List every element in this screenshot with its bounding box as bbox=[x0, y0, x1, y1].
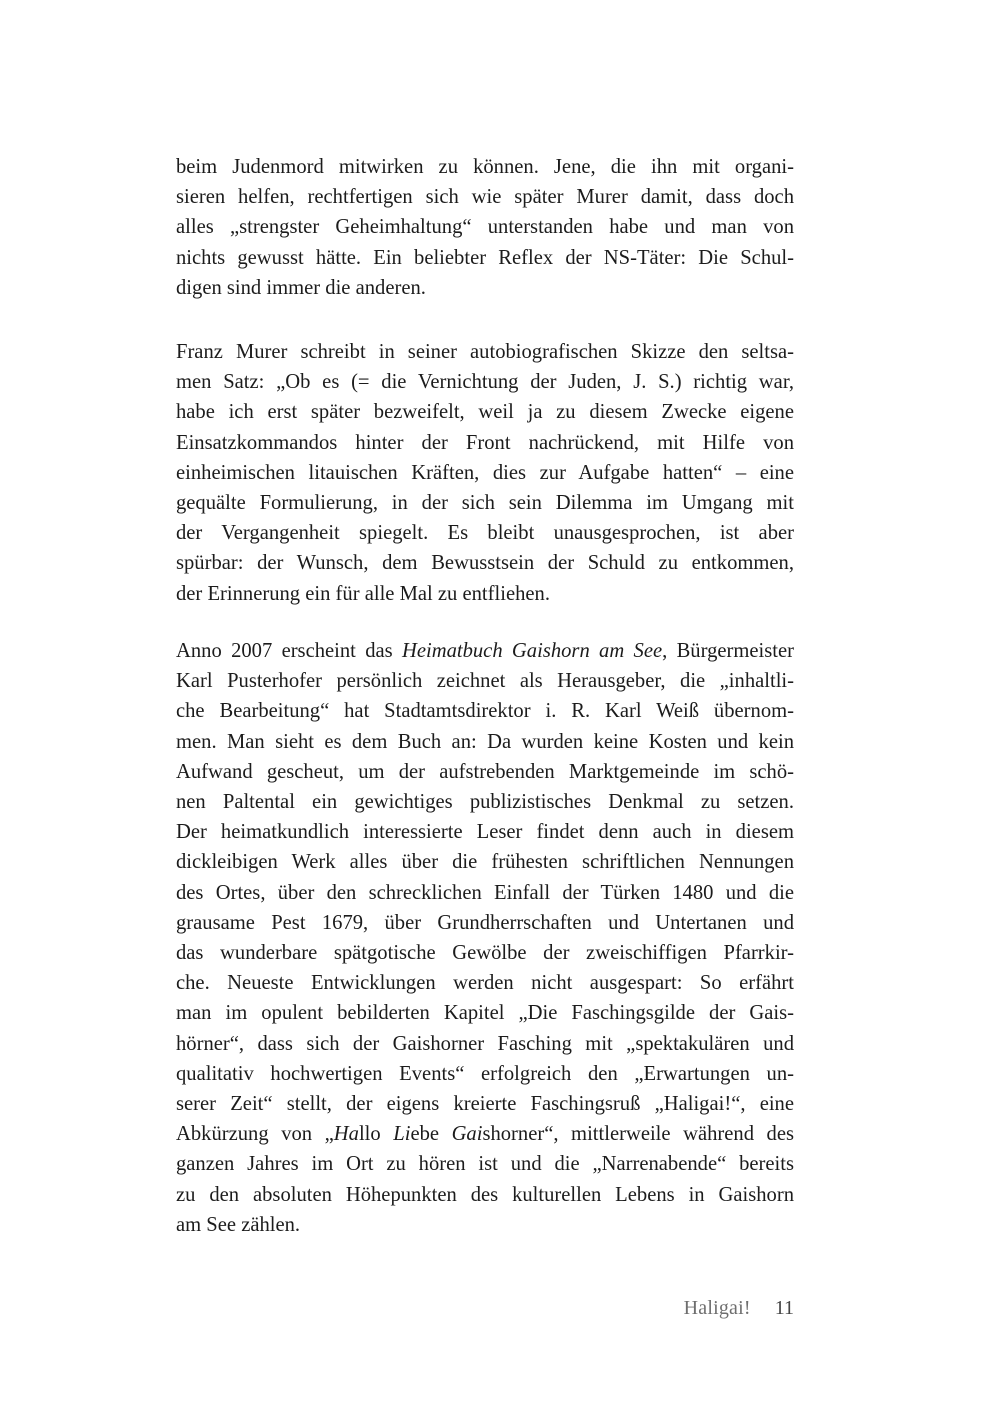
text-line: men Satz: „Ob es (= die Vernichtung der Juden, J. S.) richtig war, bbox=[176, 371, 794, 394]
text-run: , Bürgermeister bbox=[662, 640, 794, 662]
text-line: sieren helfen, rechtfertigen sich wie später Murer damit, dass doch bbox=[176, 186, 794, 209]
text-line: nen Paltental ein gewichtiges publizistisches Denkmal zu setzen. bbox=[176, 791, 794, 814]
text-line: man im opulent bebilderten Kapitel „Die Faschingsgilde der Gais- bbox=[176, 1002, 794, 1025]
text-line bbox=[176, 1119, 794, 1149]
text-line: Der heimatkundlich interessierte Leser findet denn auch in diesem bbox=[176, 821, 794, 844]
text-line: che Bearbeitung“ hat Stadtamtsdirektor i. R. Karl Weiß übernom- bbox=[176, 700, 794, 723]
text-line: Aufwand gescheut, um der aufstrebenden Marktgemeinde im schö- bbox=[176, 760, 794, 783]
text-line: gequälte Formulierung, in der sich sein Dilemma im Umgang mit bbox=[176, 492, 794, 515]
text-line: spürbar: der Wunsch, dem Bewusstsein der Schuld zu entkommen, bbox=[176, 552, 794, 575]
paragraph-3 bbox=[176, 636, 794, 1240]
text-run: Anno 2007 erscheint das bbox=[176, 640, 402, 662]
text-run: Abkürzung von „ bbox=[176, 1123, 334, 1146]
text-line: zu den absoluten Höhepunkten des kulturellen Lebens in Gaishorn bbox=[176, 1183, 794, 1206]
running-title: Haligai! bbox=[683, 1297, 751, 1319]
italic-fragment: Ha bbox=[333, 1123, 359, 1146]
text-line bbox=[176, 636, 794, 666]
text-line: qualitativ hochwertigen Events“ erfolgreich den „Erwartungen un- bbox=[176, 1062, 794, 1085]
text-line: alles „strengster Geheimhaltung“ unterstanden habe und man von bbox=[176, 216, 794, 239]
text-line: das wunderbare spätgotische Gewölbe der zweischiffigen Pfarrkir- bbox=[176, 942, 794, 965]
text-line: Karl Pusterhofer persönlich zeichnet als Herausgeber, die „inhaltli- bbox=[176, 670, 794, 693]
book-title-italic: Heimatbuch Gaishorn am See bbox=[401, 640, 663, 662]
text-line: habe ich erst später bezweifelt, weil ja zu diesem Zwecke eigene bbox=[176, 401, 794, 424]
text-line: beim Judenmord mitwirken zu können. Jene, die ihn mit organi- bbox=[176, 156, 794, 178]
text-line: Franz Murer schreibt in seiner autobiografischen Skizze den seltsa- bbox=[176, 341, 794, 363]
text-line: einheimischen litauischen Kräften, dies zur Aufgabe hatten“ – eine bbox=[176, 461, 794, 484]
text-line: der Erinnerung ein für alle Mal zu entfliehen. bbox=[176, 582, 550, 605]
page-footer bbox=[684, 1297, 794, 1320]
paragraph-2 bbox=[176, 337, 794, 609]
text-line: am See zählen. bbox=[176, 1213, 301, 1236]
text-line: dickleibigen Werk alles über die frühesten schriftlichen Nennungen bbox=[176, 851, 794, 874]
text-line: des Ortes, über den schrecklichen Einfall der Türken 1480 und die bbox=[176, 881, 794, 904]
text-line: che. Neueste Entwicklungen werden nicht ausgespart: So erfährt bbox=[176, 972, 794, 995]
text-line: hörner“, dass sich der Gaishorner Fasching mit „spektakulären und bbox=[176, 1032, 794, 1055]
italic-fragment: Gai bbox=[451, 1123, 483, 1146]
text-line: Einsatzkommandos hinter der Front nachrückend, mit Hilfe von bbox=[176, 431, 794, 454]
text-line: digen sind immer die anderen. bbox=[176, 276, 426, 299]
text-line: men. Man sieht es dem Buch an: Da wurden keine Kosten und kein bbox=[176, 730, 794, 753]
text-line: grausame Pest 1679, über Grundherrschaften und Untertanen und bbox=[176, 911, 794, 934]
text-run: shorner“, mittlerweile während des bbox=[482, 1123, 794, 1146]
text-run: llo bbox=[358, 1123, 394, 1146]
paragraph-1 bbox=[176, 152, 794, 303]
text-line: der Vergangenheit spiegelt. Es bleibt unausgesprochen, ist aber bbox=[176, 522, 794, 545]
text-line: ganzen Jahres im Ort zu hören ist und die „Narrenabende“ bereits bbox=[176, 1153, 794, 1176]
italic-fragment: Li bbox=[393, 1123, 411, 1146]
text-line: serer Zeit“ stellt, der eigens kreierte Faschingsruß „Haligai!“, eine bbox=[176, 1093, 794, 1116]
page-number: 11 bbox=[774, 1297, 794, 1319]
text-line: nichts gewusst hätte. Ein beliebter Reflex der NS-Täter: Die Schul- bbox=[176, 246, 794, 269]
text-run: ebe bbox=[410, 1123, 452, 1146]
